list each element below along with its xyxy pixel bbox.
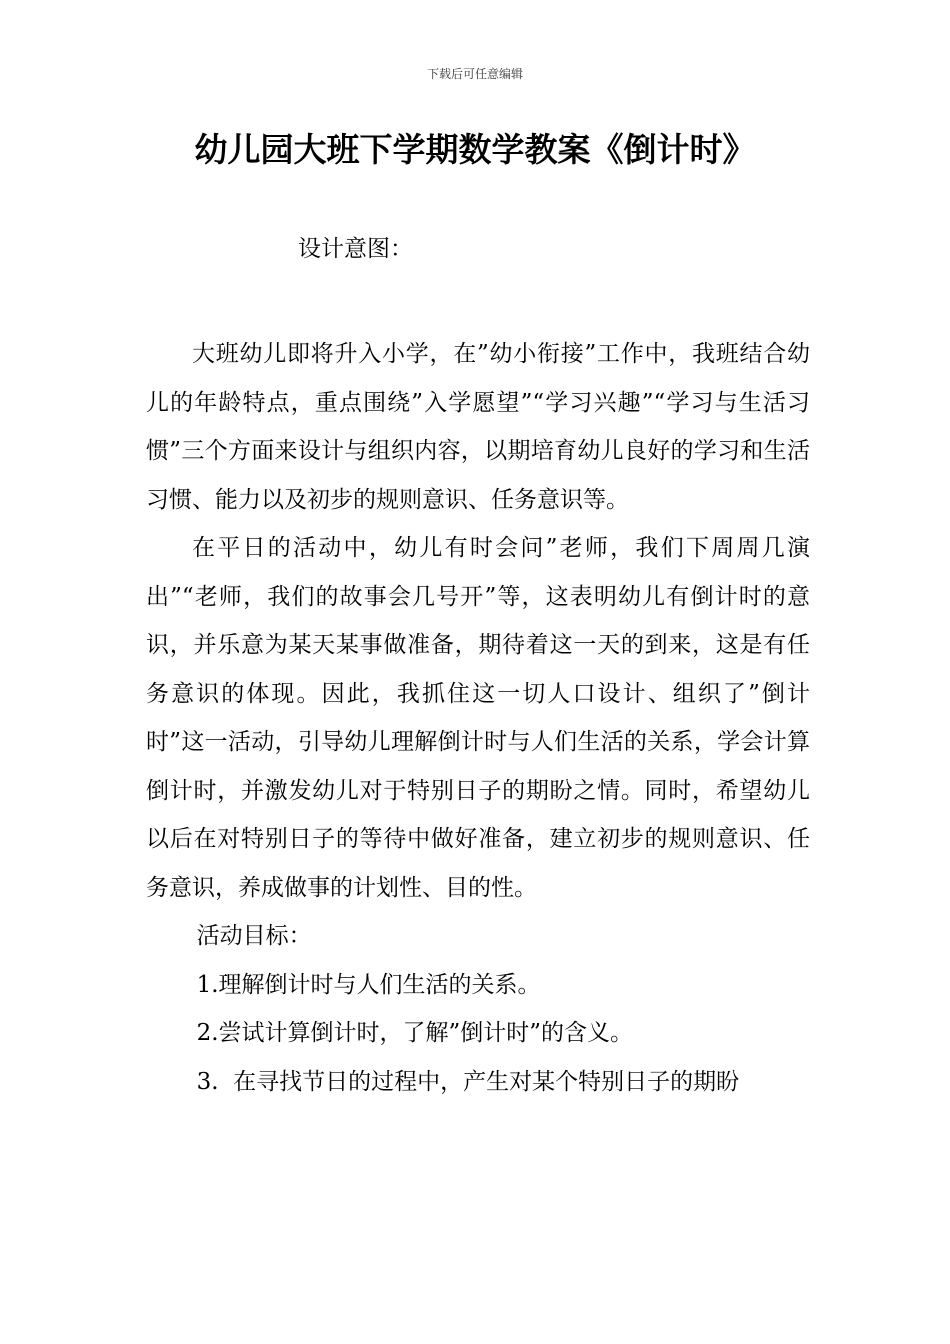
paragraph-intro: 大班幼儿即将升入小学，在”幼小衔接”工作中，我班结合幼儿的年龄特点，重点围绕”入学愿望”“学习兴趣”“学习与生活习惯”三个方面来设计与组织内容，以期培育幼儿良好的学习和生活习惯、能力以及初步的规则意识、任务意识等。 xyxy=(146,341,810,513)
document-body xyxy=(146,330,810,1106)
goals-heading: 活动目标： xyxy=(196,923,312,949)
header-note: 下载后可任意编辑 xyxy=(426,67,523,81)
goal-item-3: 3. 在寻找节日的过程中，产生对某个特别日子的期盼 xyxy=(196,1068,740,1095)
goal-item-1: 1.理解倒计时与人们生活的关系。 xyxy=(196,971,541,998)
goal-item-2: 2.尝试计算倒计时，了解”倒计时”的含义。 xyxy=(196,1020,634,1046)
design-intent-heading: 设计意图： xyxy=(298,236,413,262)
paragraph-rationale: 在平日的活动中，幼儿有时会问”老师，我们下周周几演出”“老师，我们的故事会几号开”等，这表明幼儿有倒计时的意识，并乐意为某天某事做准备，期待着这一天的到来，这是有任务意识的体现。因此，我抓住这一切人口设计、组织了”倒计时”这一活动，引导幼儿理解倒计时与人们生活的关系，学会计算倒计时，并激发幼儿对于特别日子的期盼之情。同时，希望幼儿以后在对特别日子的等待中做好准备，建立初步的规则意识、任务意识，养成做事的计划性、目的性。 xyxy=(146,535,810,901)
document-title: 幼儿园大班下学期数学教案《倒计时》 xyxy=(194,130,756,169)
